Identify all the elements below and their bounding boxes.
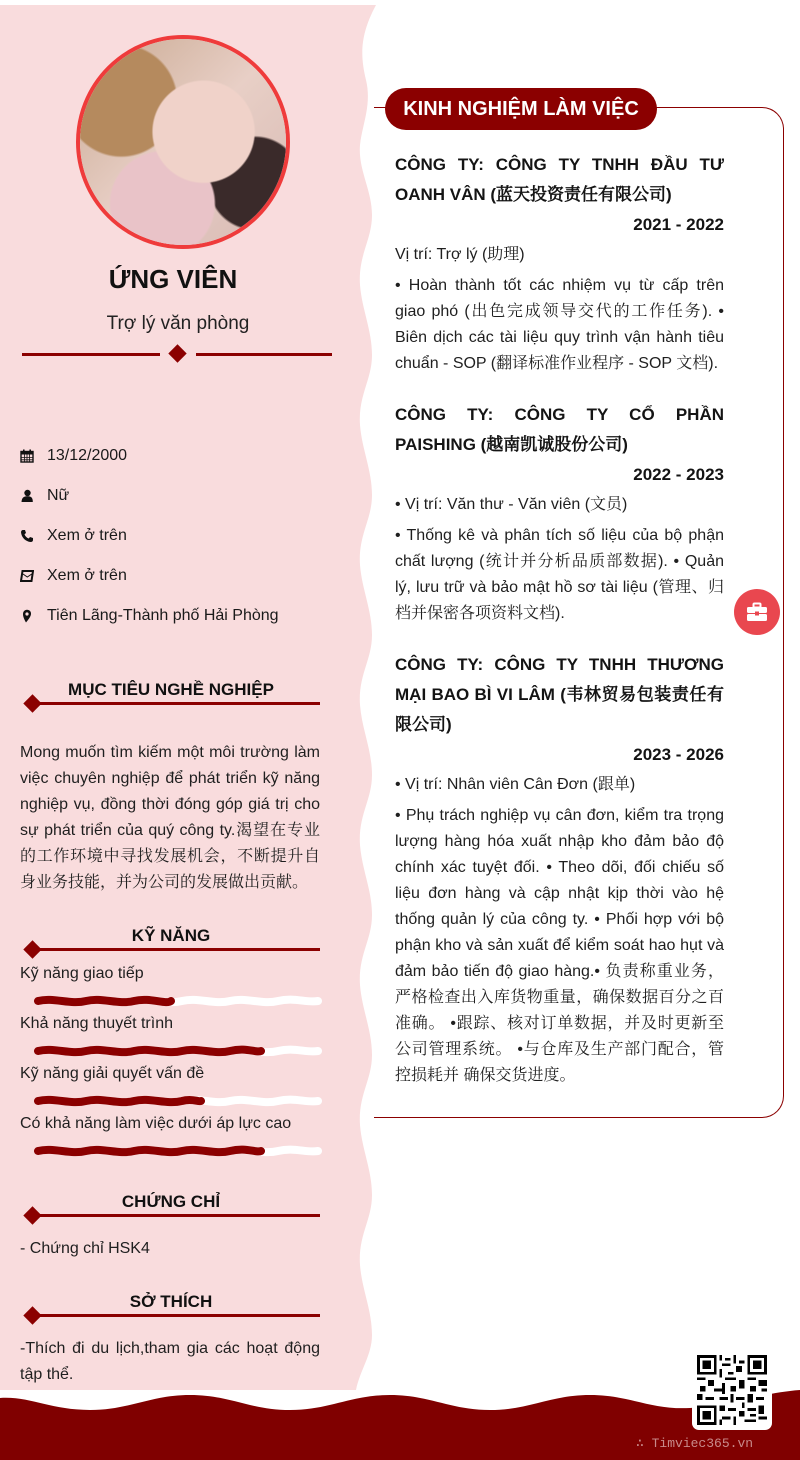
hobbies-text: -Thích đi du lịch,tham gia các hoạt động tập thể. (20, 1340, 320, 1383)
skill-label: Kỹ năng giao tiếp (20, 965, 144, 982)
contact-phone (20, 516, 340, 556)
name-divider (22, 346, 332, 362)
job-years: 2023 - 2026 (633, 745, 724, 764)
email-value: Xem ở trên (47, 567, 127, 584)
map-marker-icon (20, 609, 47, 623)
hobbies-heading (20, 1292, 320, 1320)
avatar (76, 35, 290, 249)
skills-heading (20, 926, 320, 954)
skill-bar (34, 1044, 322, 1058)
calendar-icon (20, 449, 47, 463)
hobbies-title: SỞ THÍCH (129, 1292, 213, 1311)
skill-bar (34, 1094, 322, 1108)
birthday-value: 13/12/2000 (47, 447, 128, 464)
qr-code[interactable] (692, 1350, 772, 1430)
job-position: • Vị trí: Nhân viên Cân Đơn (跟单) (395, 776, 636, 793)
job-company: CÔNG TY: CÔNG TY CỔ PHẦN PAISHING (越南凯诚股份公司) (395, 405, 724, 454)
briefcase-icon (746, 602, 768, 622)
experience-fab-button[interactable] (734, 589, 780, 635)
job-position: • Vị trí: Văn thư - Văn viên (文员) (395, 496, 628, 513)
skill-bar (34, 994, 322, 1008)
envelope-icon (20, 569, 47, 583)
job-years: 2022 - 2023 (633, 465, 724, 484)
skill-label: Có khả năng làm việc dưới áp lực cao (20, 1115, 292, 1132)
gender-value: Nữ (47, 487, 70, 504)
job-entry (395, 400, 724, 627)
skill-label: Kỹ năng giải quyết vấn đề (20, 1065, 205, 1082)
skills-title: KỸ NĂNG (131, 926, 211, 945)
certificates-text: - Chứng chỉ HSK4 (20, 1240, 150, 1257)
job-position: Vị trí: Trợ lý (助理) (395, 246, 525, 263)
certificates-title: CHỨNG CHỈ (121, 1192, 221, 1211)
sidebar (0, 0, 350, 1400)
candidate-name: ỨNG VIÊN (108, 264, 238, 294)
brand-watermark[interactable]: ∴ Timviec365.vn (636, 1436, 754, 1451)
phone-value: Xem ở trên (47, 527, 127, 544)
address-value: Tiên Lãng-Thành phố Hải Phòng (47, 607, 279, 624)
job-description: • Hoàn thành tốt các nhiệm vụ từ cấp trên giao phó (出色完成领导交代的工作任务). • Biên dịch các tài liệu quy trình vận hành tiêu chuẩn - SOP (翻译标准作业程序 - SOP 文档). (395, 277, 724, 372)
job-entry (395, 650, 724, 1089)
certificates-heading (20, 1192, 320, 1220)
contact-gender (20, 476, 340, 516)
skill-label: Khả năng thuyết trình (20, 1015, 173, 1032)
job-years: 2021 - 2022 (633, 215, 724, 234)
contact-birthday (20, 436, 340, 476)
candidate-title: Trợ lý văn phòng (106, 313, 250, 334)
contact-info-list (20, 436, 340, 636)
phone-icon (20, 529, 47, 543)
skill-bar (34, 1144, 322, 1158)
contact-address (20, 596, 340, 636)
objective-text: Mong muốn tìm kiếm một môi trường làm việc chuyên nghiệp để phát triển kỹ năng nghiệp vụ, đồng thời đóng góp giá trị cho sự phát triển của quý công ty.渴望在专业的工作环境中寻找发展机会，不断提升自身业务技能，并为公司的发展做出贡献。 (20, 744, 320, 891)
job-description: • Phụ trách nghiệp vụ cân đơn, kiểm tra trọng lượng hàng hóa xuất nhập kho đảm bảo độ chính xác tuyệt đối. • Theo dõi, đối chiếu số liệu đơn hàng và cập nhật kịp thời vào hệ thống quản lý của công ty. • Phối hợp với bộ phận kho và sản xuất để kiểm soát hao hụt và đảm bảo tiến độ giao hàng.• 负责称重业务，严格检查出入库货物重量，确保数据百分之百准确。 •跟踪、核对订单数据，并及时更新至公司管理系统。 •与仓库及生产部门配合，管控损耗并 确保交货进度。 (395, 807, 724, 1084)
objective-title: MỤC TIÊU NGHỀ NGHIỆP (68, 680, 274, 699)
job-company: CÔNG TY: CÔNG TY TNHH THƯƠNG MẠI BAO BÌ VI LÂM (韦林贸易包装责任有限公司) (395, 655, 724, 734)
job-description: • Thống kê và phân tích số liệu của bộ phận chất lượng (统计并分析品质部数据). • Quản lý, lưu trữ và bảo mật hồ sơ tài liệu (管理、归档并保密各项资料文档). (395, 527, 724, 622)
job-company: CÔNG TY: CÔNG TY TNHH ĐẦU TƯ OANH VÂN (蓝天投资责任有限公司) (395, 155, 724, 204)
experience-heading: KINH NGHIỆM LÀM VIỆC (385, 88, 657, 130)
job-entry (395, 150, 724, 377)
user-icon (20, 489, 47, 503)
contact-email (20, 556, 340, 596)
objective-heading (20, 680, 320, 708)
